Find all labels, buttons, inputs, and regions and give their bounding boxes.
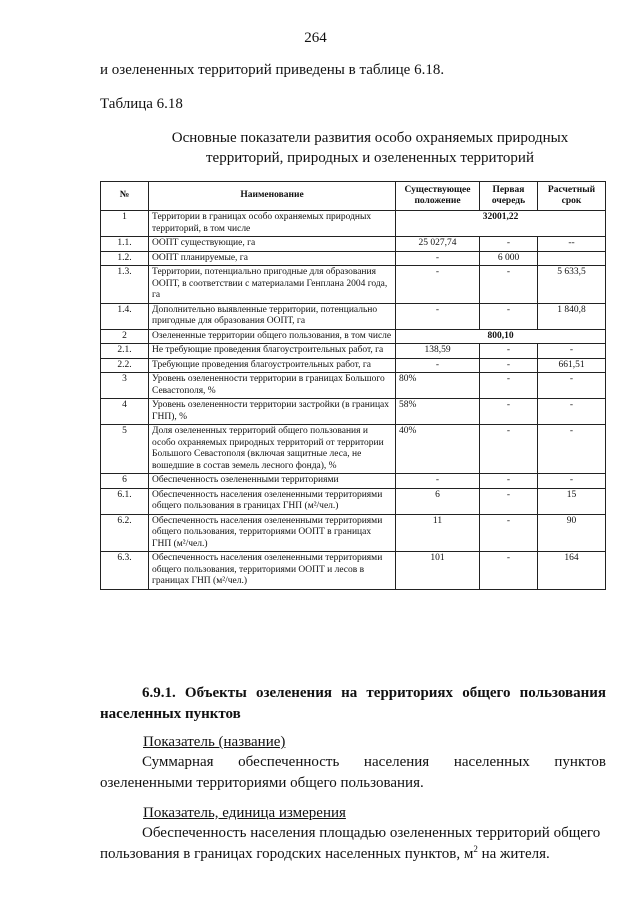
row-final-term: -- — [538, 237, 606, 252]
row-number: 2.2. — [101, 358, 149, 373]
header-name: Наименование — [149, 182, 396, 211]
row-first-stage: - — [480, 514, 538, 552]
row-name: ООПТ планируемые, га — [149, 251, 396, 266]
row-name: Обеспеченность озелененными территориями — [149, 474, 396, 489]
table-row — [101, 344, 606, 359]
row-number: 1.1. — [101, 237, 149, 252]
row-first-stage: - — [480, 488, 538, 514]
row-final-term: 164 — [538, 552, 606, 590]
row-name: ООПТ существующие, га — [149, 237, 396, 252]
row-final-term: - — [538, 474, 606, 489]
row-first-stage: - — [480, 266, 538, 304]
row-number: 1 — [101, 211, 149, 237]
row-existing: 11 — [396, 514, 480, 552]
row-number: 6.3. — [101, 552, 149, 590]
row-name: Обеспеченность населения озелененными территориями общего пользования в границах ГНП (м²/чел.) — [149, 488, 396, 514]
row-final-term: - — [538, 373, 606, 399]
row-number: 6.2. — [101, 514, 149, 552]
row-final-term — [538, 251, 606, 266]
table-row — [101, 251, 606, 266]
row-existing: 25 027,74 — [396, 237, 480, 252]
table-row — [101, 373, 606, 399]
header-existing: Существующее положение — [396, 182, 480, 211]
indicator-name-line-1: Суммарная обеспеченность населения населенных пунктов — [142, 754, 606, 770]
row-existing: - — [396, 266, 480, 304]
row-number: 1.3. — [101, 266, 149, 304]
table-row — [101, 329, 606, 344]
row-number: 4 — [101, 399, 149, 425]
row-number: 6.1. — [101, 488, 149, 514]
row-final-term: - — [538, 344, 606, 359]
row-number: 6 — [101, 474, 149, 489]
row-total-value: 32001,22 — [396, 211, 606, 237]
row-name: Доля озелененных территорий общего пользования и особо охраняемых природных территорий от территории Большого Севастополя (включая защитные леса, не вошедшие в состав земель лесного фонда), % — [149, 425, 396, 474]
row-first-stage: - — [480, 425, 538, 474]
row-existing: 40% — [396, 425, 480, 474]
row-first-stage: - — [480, 474, 538, 489]
row-number: 3 — [101, 373, 149, 399]
row-first-stage: - — [480, 552, 538, 590]
row-first-stage: - — [480, 399, 538, 425]
row-name: Территории в границах особо охраняемых природных территорий, в том числе — [149, 211, 396, 237]
table-caption: Таблица 6.18 — [100, 96, 183, 112]
row-number: 2 — [101, 329, 149, 344]
row-first-stage: - — [480, 237, 538, 252]
row-final-term: 90 — [538, 514, 606, 552]
row-existing: 6 — [396, 488, 480, 514]
row-total-value: 800,10 — [396, 329, 606, 344]
row-existing: 101 — [396, 552, 480, 590]
table-row — [101, 552, 606, 590]
table-row — [101, 303, 606, 329]
row-final-term: 661,51 — [538, 358, 606, 373]
section-heading-line-1: 6.9.1. Объекты озеленения на территориях общего пользования — [142, 685, 606, 701]
table-row — [101, 237, 606, 252]
table-row — [101, 211, 606, 237]
page-number: 264 — [304, 30, 327, 46]
header-first-stage: Первая очередь — [480, 182, 538, 211]
table-row — [101, 266, 606, 304]
row-existing: - — [396, 474, 480, 489]
row-existing: - — [396, 251, 480, 266]
row-number: 5 — [101, 425, 149, 474]
unit-line-2-end: на жителя. — [477, 846, 550, 862]
indicators-table — [100, 181, 606, 590]
unit-line-2-text: пользования в границах городских населенных пунктов, м — [100, 846, 474, 862]
row-number: 1.2. — [101, 251, 149, 266]
row-first-stage: - — [480, 373, 538, 399]
intro-line: и озелененных территорий приведены в таблице 6.18. — [100, 62, 445, 78]
row-existing: 80% — [396, 373, 480, 399]
table-header-row — [101, 182, 606, 211]
row-final-term: - — [538, 399, 606, 425]
row-existing: 138,59 — [396, 344, 480, 359]
indicator-unit-line-2 — [100, 844, 606, 865]
indicator-unit-line-1: Обеспеченность населения площадью озелененных территорий общего — [142, 825, 601, 841]
row-existing: - — [396, 358, 480, 373]
row-final-term: - — [538, 425, 606, 474]
table-row — [101, 474, 606, 489]
row-name: Уровень озелененности территории в границах Большого Севастополя, % — [149, 373, 396, 399]
indicator-name-text — [100, 752, 606, 794]
row-name: Не требующие проведения благоустроительных работ, га — [149, 344, 396, 359]
row-name: Дополнительно выявленные территории, потенциально пригодные для образования ООПТ, га — [149, 303, 396, 329]
row-name: Обеспеченность населения озелененными территориями общего пользования, территориями ООПТ и лесов в границах ГНП (м²/чел.) — [149, 552, 396, 590]
row-name: Требующие проведения благоустроительных работ, га — [149, 358, 396, 373]
table-row — [101, 514, 606, 552]
section-heading — [100, 683, 606, 725]
table-title: Основные показатели развития особо охраняемых природных территорий, природных и озелененных территорий — [171, 130, 569, 166]
header-number: № — [101, 182, 149, 211]
row-existing: - — [396, 303, 480, 329]
indicator-unit-label: Показатель, единица измерения — [143, 805, 346, 821]
indicator-unit-text — [100, 823, 606, 865]
table-row — [101, 358, 606, 373]
section-heading-line-2: населенных пунктов — [100, 706, 241, 722]
header-final-term: Расчетный срок — [538, 182, 606, 211]
table-row — [101, 399, 606, 425]
row-first-stage: - — [480, 303, 538, 329]
indicator-name-label: Показатель (название) — [143, 734, 286, 750]
row-first-stage: - — [480, 344, 538, 359]
table-row — [101, 488, 606, 514]
indicator-name-line-2: озелененными территориями общего пользования. — [100, 775, 424, 791]
row-first-stage: - — [480, 358, 538, 373]
row-name: Обеспеченность населения озелененными территориями общего пользования, территориями ООПТ в границах ГНП (м²/чел.) — [149, 514, 396, 552]
row-final-term: 15 — [538, 488, 606, 514]
row-final-term: 5 633,5 — [538, 266, 606, 304]
row-name: Уровень озелененности территории застройки (в границах ГНП), % — [149, 399, 396, 425]
row-existing: 58% — [396, 399, 480, 425]
table-row — [101, 425, 606, 474]
square-superscript: 2 — [473, 844, 478, 854]
row-number: 1.4. — [101, 303, 149, 329]
row-number: 2.1. — [101, 344, 149, 359]
row-first-stage: 6 000 — [480, 251, 538, 266]
row-name: Озелененные территории общего пользования, в том числе — [149, 329, 396, 344]
row-final-term: 1 840,8 — [538, 303, 606, 329]
row-name: Территории, потенциально пригодные для образования ООПТ, в соответствии с материалами Генплана 2004 года, га — [149, 266, 396, 304]
